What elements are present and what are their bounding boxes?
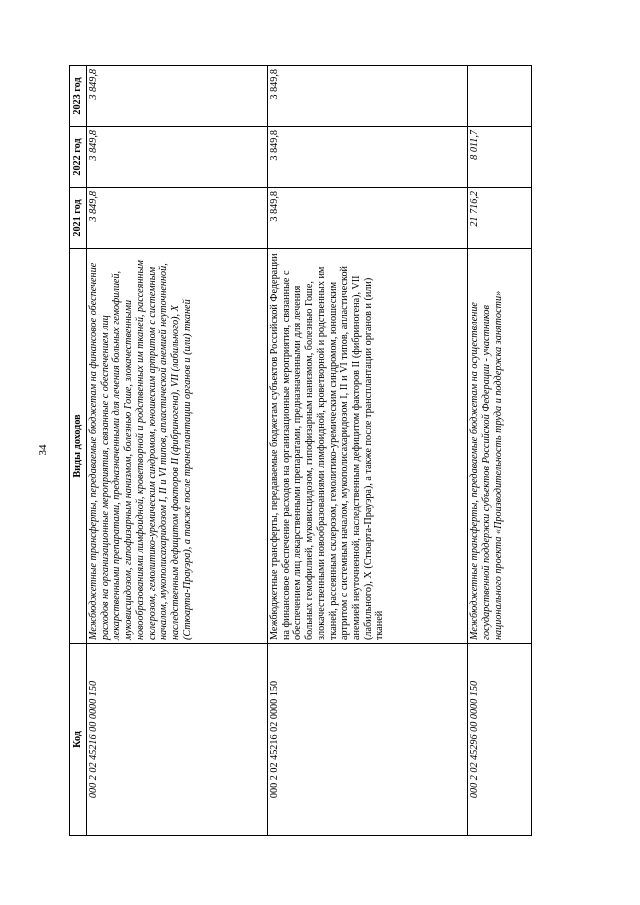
row-value-2022: 3 849,8 (267, 127, 467, 188)
rotated-table-container (69, 66, 532, 836)
table-row (87, 66, 268, 836)
row-revenue-type: Межбюджетные трансферты, передаваемые бюджетам субъектов Российской Федерации на финансовое обеспечение расходов на организационные мероприятия, связанные с обеспечением лиц лекарственными препаратами, предназначенными для лечения больных гемофилией, муковисцидозом, гипофизарным нанизмом, болезнью Гоше, злокачественными новообразованиями лимфоидной, кроветворной и родственных им тканей, рассеянным склерозом, гемолитико-уремическим синдромом, юношеским артритом с системным началом, мукополисахаридозом I, II и VI типов, апластической анемией неуточненной, наследственным дефицитом факторов II (фибриногена), VII (лабильного), X (Стюарта-Прауэра), а также после трансплантации органов и (или) тканей (267, 249, 467, 644)
row-value-2021: 3 849,8 (87, 188, 268, 249)
table-row (468, 66, 532, 836)
header-2023: 2023 год (70, 66, 87, 127)
row-code: 000 2 02 45216 00 0000 150 (87, 644, 268, 836)
row-value-2021: 21 716,2 (468, 188, 532, 249)
row-value-2023: 3 849,8 (87, 66, 268, 127)
row-value-2022: 8 011,7 (468, 127, 532, 188)
row-value-2021: 3 849,8 (267, 188, 467, 249)
row-revenue-type: Межбюджетные трансферты, передаваемые бюджетам на осуществление государственной поддержки субъектов Российской Федерации - участников национального проекта «Производительность труда и поддержка занятости» (468, 249, 532, 644)
row-value-2022: 3 849,8 (87, 127, 268, 188)
page-number: 34 (37, 444, 49, 456)
row-value-2023 (468, 66, 532, 127)
revenue-table (69, 65, 532, 836)
header-code: Код (70, 644, 87, 836)
header-2022: 2022 год (70, 127, 87, 188)
table-header-row (70, 66, 87, 836)
row-revenue-type: Межбюджетные трансферты, передаваемые бюджетам на финансовое обеспечение расходов на организационные мероприятия, связанные с обеспечением лиц лекарственными препаратами, предназначенными для лечения больных гемофилией, муковисцидозом, гипофизарным нанизмом, болезнью Гоше, злокачественными новообразованиями лимфоидной, кроветворной и родственных им тканей, рассеянным склерозом, гемолитико-уремическим синдромом, юношеским артритом с системным началом, мукополисахаридозом I, II и VI типов, апластической анемией неуточненной, наследственным дефицитом факторов II (фибриногена), VII (лабильного), X (Стюарта-Прауэра), а также после трансплантации органов и (или) тканей (87, 249, 268, 644)
table-row (267, 66, 467, 836)
row-code: 000 2 02 45216 02 0000 150 (267, 644, 467, 836)
row-code: 000 2 02 45296 00 0000 150 (468, 644, 532, 836)
row-value-2023: 3 849,8 (267, 66, 467, 127)
header-2021: 2021 год (70, 188, 87, 249)
header-revenue-type: Виды доходов (70, 249, 87, 644)
